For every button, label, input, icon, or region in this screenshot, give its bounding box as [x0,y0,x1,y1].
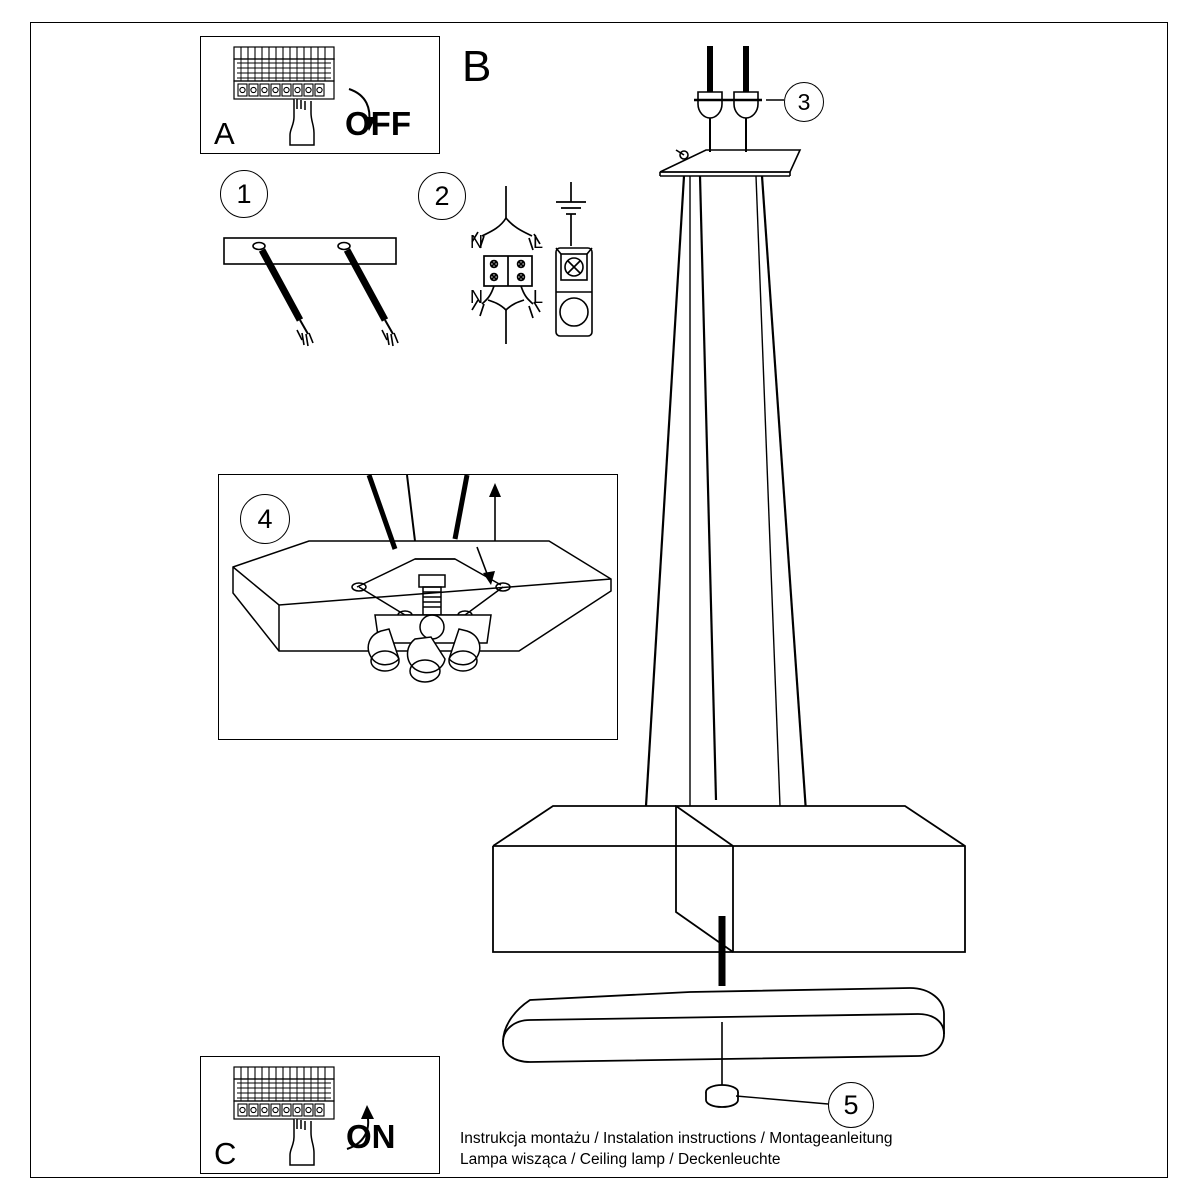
step-2-number: 2 [434,180,450,211]
terminal-label-l-top: L [533,232,544,252]
panel-c-action-label: ON [346,1118,396,1155]
hand-pointer-icon [290,1119,314,1165]
panel-a-action-label: OFF [345,105,411,142]
step-4-badge [240,494,290,544]
step-3-badge [784,82,824,122]
panel-b-letter: B [462,42,492,91]
step-4-number: 4 [257,503,273,534]
fuse-box-on-illustration [201,1057,438,1172]
step-1-badge [220,170,268,218]
terminal-label-l-bottom: L [533,287,544,307]
footer-subtitle: Lampa wisząca / Ceiling lamp / Deckenleuchte [460,1151,781,1168]
step-5-badge [828,1082,874,1128]
step-1-number: 1 [236,178,252,209]
panel-c-letter: C [214,1136,237,1171]
step-5-number: 5 [843,1089,859,1120]
footer-title: Instrukcja montażu / Instalation instructions / Montageanleitung [460,1130,893,1147]
panel-a-letter: A [214,116,235,151]
terminal-label-n-bottom: N [470,287,483,307]
terminal-label-n-top: N [470,232,483,252]
step-2-badge [418,172,466,220]
step-3-number: 3 [797,88,811,115]
hand-pointer-icon [290,99,314,145]
